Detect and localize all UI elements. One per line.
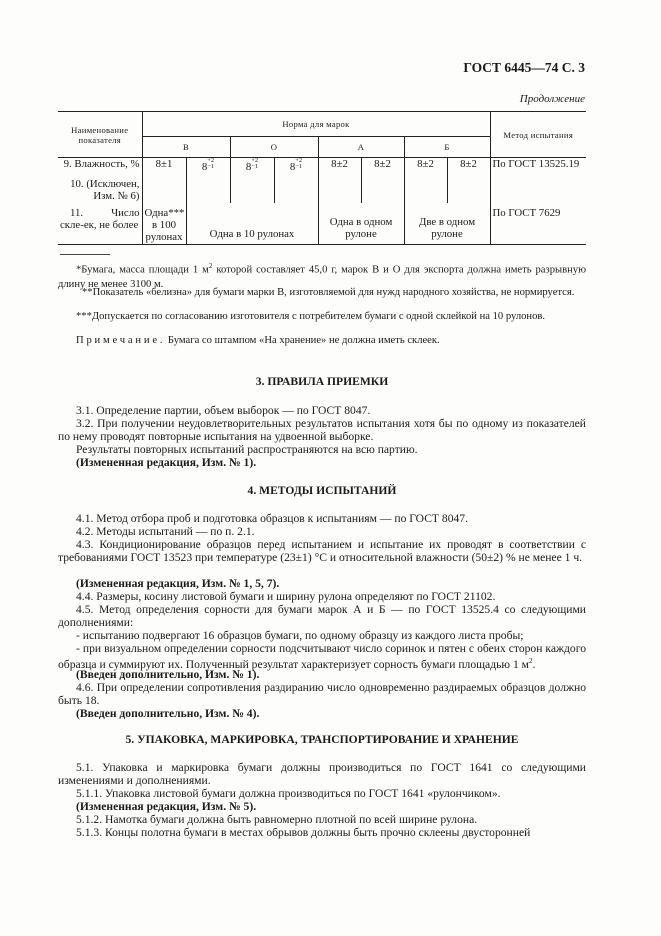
footnote-1: *Бумага, масса площади 1 $м^2$ которой составляет 45,0 г, марок В и О для экспорта должна иметь разрывную длину не менее 3100 м.	[58, 262, 586, 291]
para-4-6-amend: (Введен дополнительно, Изм. № 4).	[76, 707, 260, 720]
para-4-3-amend: (Измененная редакция, Изм. № 1, 5, 7).	[76, 577, 280, 590]
section-5-title: 5. УПАКОВКА, МАРКИРОВКА, ТРАНСПОРТИРОВАНИЕ И ХРАНЕНИЕ	[125, 733, 519, 746]
row11-a: Одна в одном рулоне	[318, 203, 404, 245]
row9-v1: 8±1	[142, 158, 186, 178]
row9-a1: 8±2	[318, 158, 361, 178]
row11-v: Одна*** в 100 рулонах	[142, 203, 186, 245]
row9-b1: 8±2	[404, 158, 447, 178]
row11-name: 11. Число скле-ек, не более	[58, 203, 142, 245]
para-4-1: 4.1. Метод отбора проб и подготовка образцов к испытаниям — по ГОСТ 8047.	[76, 512, 468, 525]
para-4-6: 4.6. При определении сопротивления раздиранию число одновременно раздираемых образцов должно быть 18.	[58, 681, 586, 708]
row9-b2: 8±2	[447, 158, 490, 178]
para-3-amend: (Измененная редакция, Изм. № 1).	[76, 456, 257, 469]
para-3-1: 3.1. Определение партии, объем выборок — по ГОСТ 8047.	[76, 404, 371, 417]
para-5-1-1: 5.1.1. Упаковка листовой бумаги должна производиться по ГОСТ 1641 «рулончиком».	[76, 787, 501, 800]
para-4-5: 4.5. Метод определения сорности для бумаги марок А и Б — по ГОСТ 13525.4 со следующими дополнениями:	[58, 603, 586, 630]
table-row	[58, 158, 586, 178]
para-3-3: Результаты повторных испытаний распространяются на всю партию.	[76, 443, 418, 456]
header-method: Метод испытания	[490, 112, 586, 158]
footnote-divider	[60, 254, 110, 255]
row11-b: Две в одном рулоне	[404, 203, 490, 245]
grade-v: В	[142, 137, 230, 158]
grade-b: Б	[404, 137, 490, 158]
grade-o: О	[230, 137, 318, 158]
para-5-1: 5.1. Упаковка и маркировка бумаги должны производиться по ГОСТ 1641 со следующими изменениями и дополнениями.	[58, 761, 586, 788]
row9-v2: 8 +2 −1	[186, 158, 230, 178]
page-header: ГОСТ 6445—74 С. 3	[463, 60, 585, 75]
footnote-3: ***Допускается по согласованию изготовителя с потребителем бумаги с одной склейкой на 10 рулонов.	[76, 311, 546, 322]
para-3-2: 3.2. При получении неудовлетворительных результатов испытания хотя бы по одному из показателей по нему проводят повторные испытания на удвоенной выборке.	[58, 417, 586, 444]
norms-table	[58, 111, 586, 245]
para-4-3: 4.3. Кондиционирование образцов перед испытанием и испытание их проводят в соответствии с требованиями ГОСТ 13523 при температуре (23±1) °С и относительной влажности (50±2) % не менее 1 ч.	[58, 538, 586, 565]
para-4-5-a: - испытанию подвергают 16 образцов бумаги, по одному образцу из каждого листа пробы;	[76, 629, 524, 642]
para-5-1-3: 5.1.3. Концы полотна бумаги в местах обрывов должны быть прочно склеены двусторонней	[76, 826, 531, 839]
para-4-5-amend: (Введен дополнительно, Изм. № 1).	[76, 668, 260, 681]
table-row	[58, 203, 586, 245]
para-5-1-1-amend: (Измененная редакция, Изм. № 5).	[76, 800, 257, 813]
row9-o1: 8 +2 −1	[230, 158, 274, 178]
section-3-title: 3. ПРАВИЛА ПРИЕМКИ	[255, 375, 389, 388]
para-4-2: 4.2. Методы испытаний — по п. 2.1.	[76, 525, 255, 538]
row10-name: 10. (Исключен, Изм. № 6)	[58, 178, 142, 203]
row9-a2: 8±2	[361, 158, 404, 178]
header-name: Наименование показателя	[58, 112, 142, 158]
table-note: Примечание. Бумага со штампом «На хранение» не должна иметь склеек.	[76, 335, 440, 346]
header-norm: Норма для марок	[142, 112, 490, 137]
para-5-1-2: 5.1.2. Намотка бумаги должна быть равномерно плотной по всей ширине рулона.	[76, 813, 478, 826]
row9-name: 9. Влажность, %	[58, 158, 142, 178]
section-4-title: 4. МЕТОДЫ ИСПЫТАНИЙ	[247, 484, 397, 497]
table-row	[58, 178, 586, 203]
footnote-2: **Показатель «белизна» для бумаги марки В, изготовляемой для нужд народного хозяйства, не нормируется.	[82, 287, 575, 298]
row9-o2: 8 +2 −1	[274, 158, 318, 178]
row9-method: По ГОСТ 13525.19	[492, 158, 580, 170]
para-4-4: 4.4. Размеры, косину листовой бумаги и ширину рулона определяют по ГОСТ 21102.	[76, 590, 496, 603]
para-4-5-b: - при визуальном определении сорности подсчитывают число соринок и пятен с обеих сторон каждого образца и суммируют их. Полученный результат характеризует сорность бумаги площадью 1 $м^2$.	[58, 642, 586, 672]
row11-o: Одна в 10 рулонах	[186, 203, 318, 245]
continuation-label: Продолжение	[519, 93, 585, 105]
row11-method: По ГОСТ 7629	[490, 203, 586, 245]
grade-a: А	[318, 137, 404, 158]
